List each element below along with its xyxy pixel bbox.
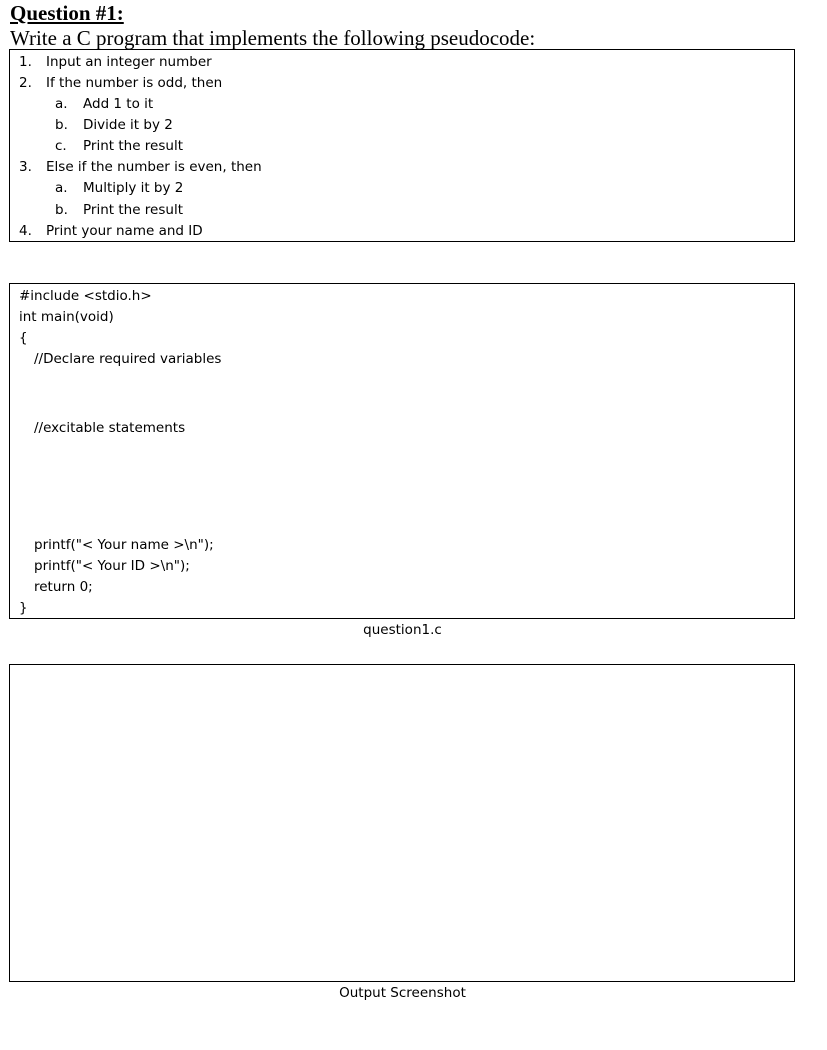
code-line: printf("< Your ID >\n"); <box>34 558 190 574</box>
list-marker: a. <box>55 96 68 112</box>
code-line: return 0; <box>34 579 93 595</box>
output-caption: Output Screenshot <box>339 985 466 1001</box>
pseudocode-substep: Divide it by 2 <box>83 117 173 133</box>
pseudocode-substep: Add 1 to it <box>83 96 154 112</box>
pseudocode-step: Input an integer number <box>46 54 212 70</box>
question-heading: Question #1: <box>10 1 124 25</box>
output-screenshot-box <box>9 664 795 982</box>
code-line: { <box>19 330 28 346</box>
code-caption: question1.c <box>363 622 442 638</box>
list-marker: 2. <box>19 75 32 91</box>
code-box <box>9 283 795 619</box>
list-marker: c. <box>55 138 67 154</box>
code-line: } <box>19 600 28 616</box>
list-marker: a. <box>55 180 68 196</box>
pseudocode-substep: Print the result <box>83 138 183 154</box>
pseudocode-substep: Print the result <box>83 202 183 218</box>
list-marker: 4. <box>19 223 32 239</box>
code-comment: //excitable statements <box>34 420 186 436</box>
list-marker: b. <box>55 117 68 133</box>
pseudocode-step: If the number is odd, then <box>46 75 223 91</box>
list-marker: b. <box>55 202 68 218</box>
list-marker: 3. <box>19 159 32 175</box>
pseudocode-step: Else if the number is even, then <box>46 159 262 175</box>
pseudocode-step: Print your name and ID <box>46 223 203 239</box>
code-comment: //Declare required variables <box>34 351 222 367</box>
pseudocode-substep: Multiply it by 2 <box>83 180 184 196</box>
code-line: #include <stdio.h> <box>19 288 152 304</box>
question-instruction: Write a C program that implements the following pseudocode: <box>10 26 536 50</box>
list-marker: 1. <box>19 54 32 70</box>
code-line: printf("< Your name >\n"); <box>34 537 214 553</box>
pseudocode-box <box>9 49 795 242</box>
code-line: int main(void) <box>19 309 114 325</box>
